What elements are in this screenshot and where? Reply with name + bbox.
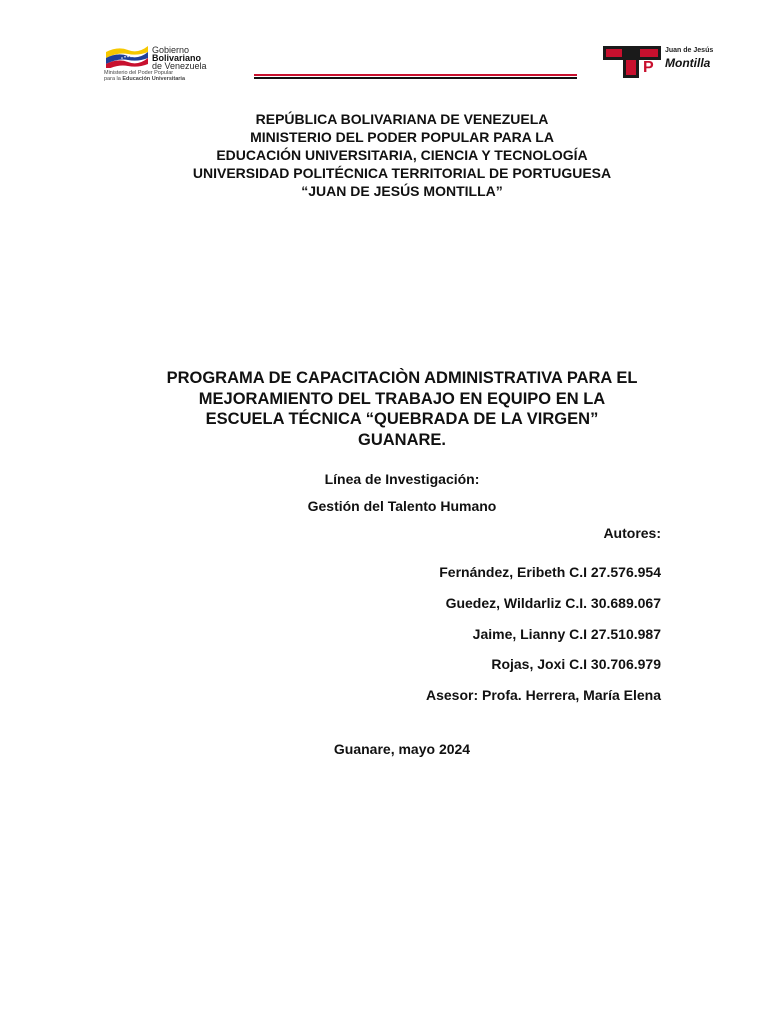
- institution-block: [0, 110, 768, 200]
- gov-line-1: Gobierno: [152, 45, 190, 55]
- authors-label: Autores:: [603, 525, 661, 541]
- svg-text:P: P: [643, 59, 654, 76]
- author-item: Guedez, Wildarliz C.I. 30.689.067: [445, 595, 661, 611]
- ministry-line-2: para la: [104, 76, 121, 82]
- author-item: Fernández, Eribeth C.I 27.576.954: [439, 564, 661, 580]
- ministry-line-3: Educación Universitaria: [122, 76, 186, 82]
- research-line-value: Gestión del Talento Humano: [307, 498, 497, 514]
- government-logo: [104, 42, 229, 82]
- gov-line-3: de Venezuela: [152, 61, 207, 71]
- advisor: Asesor: Profa. Herrera, María Elena: [426, 687, 661, 703]
- author-item: Jaime, Lianny C.I 27.510.987: [472, 626, 661, 642]
- title-line: ESCUELA TÉCNICA “QUEBRADA DE LA VIRGEN”: [205, 410, 599, 428]
- uptp-logo-icon: [601, 42, 663, 80]
- document-title: [120, 368, 684, 450]
- institution-line: EDUCACIÓN UNIVERSITARIA, CIENCIA Y TECNOLOGÍA: [216, 147, 588, 163]
- institution-line: REPÚBLICA BOLIVARIANA DE VENEZUELA: [255, 111, 549, 127]
- venezuela-flag-icon: [104, 42, 150, 68]
- title-line: GUANARE.: [357, 430, 446, 449]
- government-name: [152, 46, 207, 70]
- research-line-label: Línea de Investigación:: [324, 471, 480, 487]
- title-line: PROGRAMA DE CAPACITACIÒN ADMINISTRATIVA PARA EL: [166, 369, 638, 387]
- university-logo: [601, 42, 714, 82]
- institution-line: MINISTERIO DEL PODER POPULAR PARA LA: [250, 129, 554, 145]
- gov-line-2: Bolivariano: [152, 53, 202, 63]
- ministry-name: [104, 70, 185, 82]
- university-logo-line-2: Montilla: [665, 56, 711, 70]
- place-date: Guanare, mayo 2024: [333, 741, 471, 757]
- university-logo-line-1: Juan de Jesús: [665, 47, 714, 54]
- institution-line: UNIVERSIDAD POLITÉCNICA TERRITORIAL DE PORTUGUESA: [192, 165, 612, 181]
- header-divider: [254, 74, 577, 79]
- author-item: Rojas, Joxi C.I 30.706.979: [491, 656, 661, 672]
- ministry-line-1: Ministerio del Poder Popular: [104, 70, 174, 76]
- title-line: MEJORAMIENTO DEL TRABAJO EN EQUIPO EN LA: [198, 389, 606, 408]
- institution-line: “JUAN DE JESÚS MONTILLA”: [301, 183, 503, 199]
